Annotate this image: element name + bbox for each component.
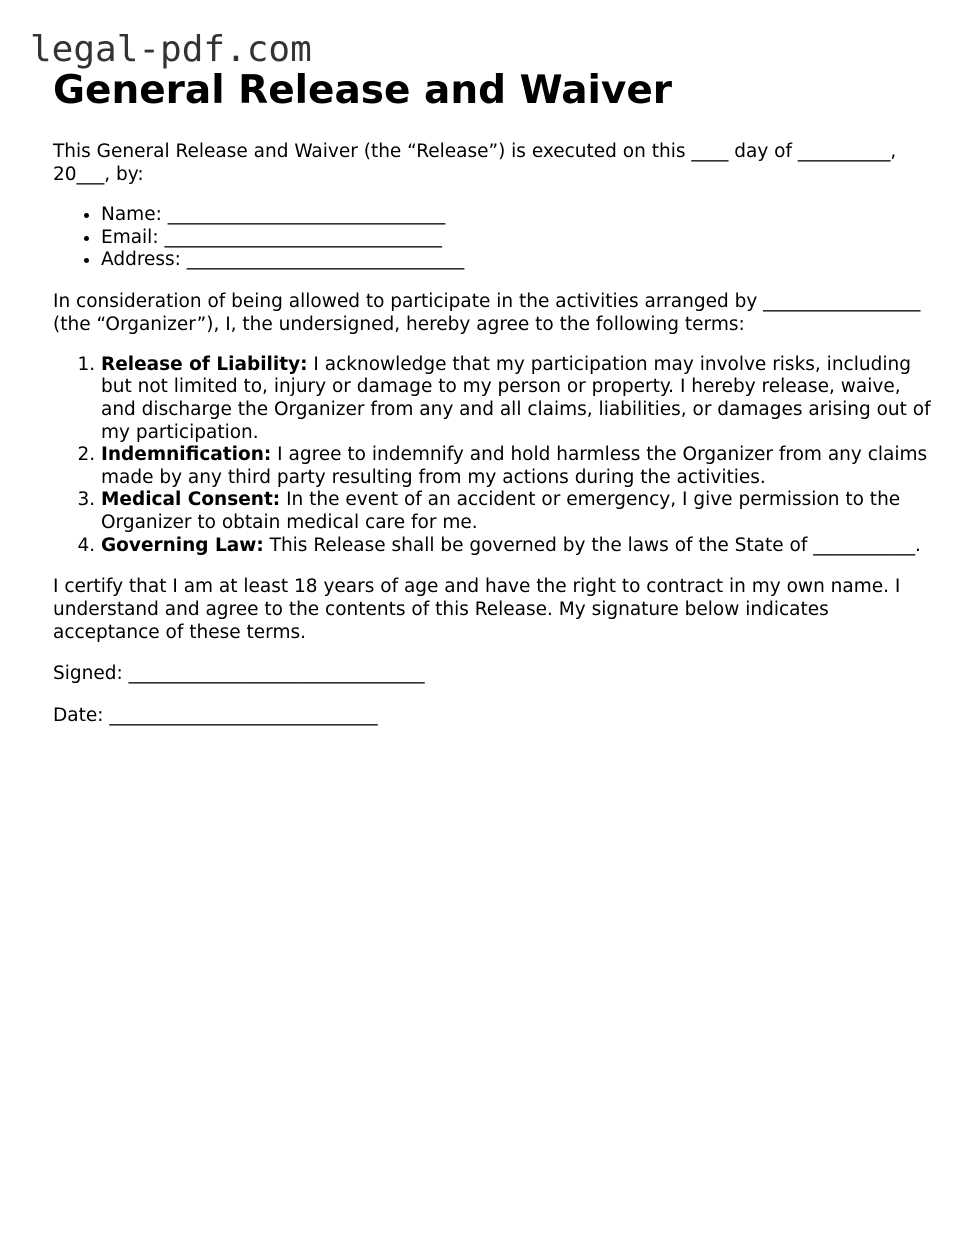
terms-list <box>53 354 933 557</box>
term-indemnification <box>101 444 933 489</box>
intro-paragraph: This General Release and Waiver (the “Release”) is executed on this ____ day of __________, 20___, by: <box>53 141 897 185</box>
certification-paragraph: I certify that I am at least 18 years of age and have the right to contract in my own name. I understand and agree to the contents of this Release. My signature below indicates acceptance of these terms. <box>53 576 901 644</box>
consideration-paragraph: In consideration of being allowed to participate in the activities arranged by _________________ (the “Organizer”), I, the undersigned, hereby agree to the following terms: <box>53 290 921 335</box>
watermark: legal-pdf.com <box>30 29 312 70</box>
document-page <box>53 66 933 727</box>
term-title: Release of Liability: <box>101 353 308 375</box>
email-field: • Email: ______________________________ <box>101 227 933 250</box>
term-title: Governing Law: <box>101 534 264 556</box>
term-text: I acknowledge that my participation may involve risks, including but not limited to, injury or damage to my person or property. I hereby release, waive, and discharge the Organizer from any and all claims, liabilities, or damages arising out of my participation. <box>101 353 931 443</box>
term-text: I agree to indemnify and hold harmless the Organizer from any claims made by any third party resulting from my actions during the activities. <box>101 444 928 488</box>
term-medical-consent <box>101 489 933 534</box>
term-text: In the event of an accident or emergency, I give permission to the Organizer to obtain medical care for me. <box>101 489 901 533</box>
date-line: Date: _____________________________ <box>53 705 378 727</box>
document-title: General Release and Waiver <box>53 68 673 113</box>
party-details-list <box>53 204 933 272</box>
term-text: This Release shall be governed by the laws of the State of ___________. <box>263 534 921 556</box>
term-title: Indemnification: <box>101 444 272 466</box>
term-governing-law <box>101 535 933 558</box>
name-field: • Name: ______________________________ <box>101 204 933 227</box>
term-title: Medical Consent: <box>101 489 281 511</box>
signature-line: Signed: ________________________________ <box>53 663 425 685</box>
address-field: • Address: ______________________________ <box>101 249 933 272</box>
term-release-of-liability <box>101 354 933 444</box>
